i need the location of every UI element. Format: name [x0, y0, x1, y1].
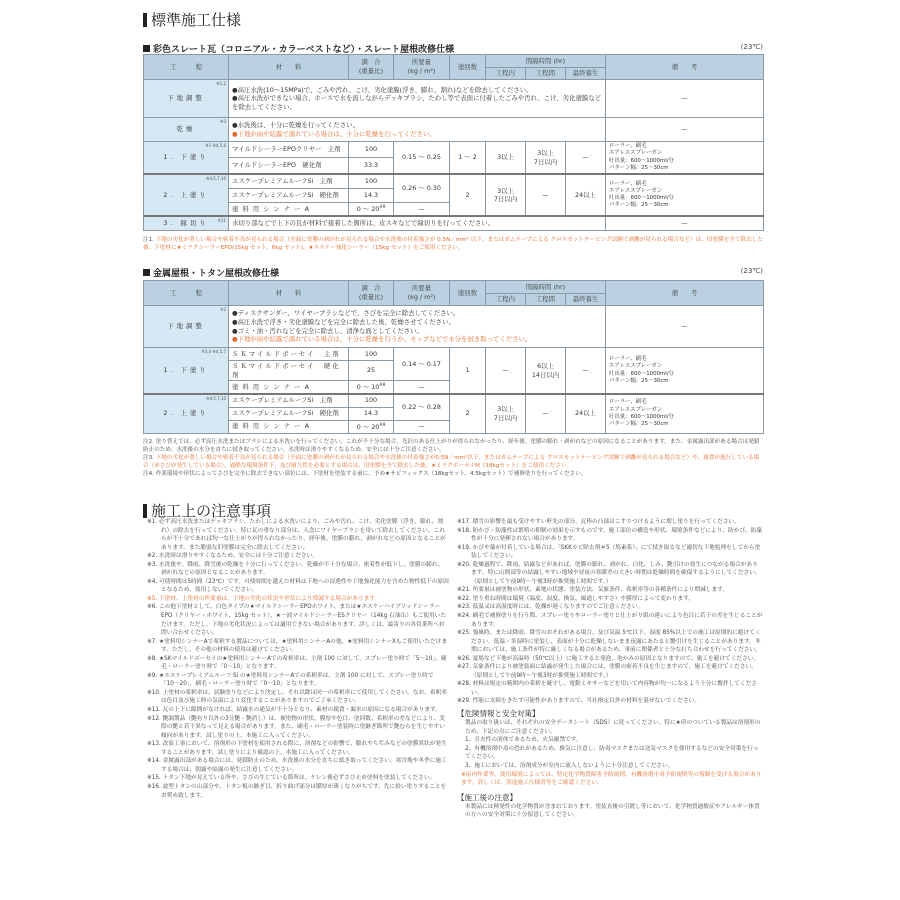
note-3: 注3. 下地の劣化が著しい場合や密着不良が見られる場合（全面に塗膜の剥がれが見られる場合や水洗後の付着強さが0.5N／mm²以下、またはガムテープによる クロスカットテーピング試験で剥離が見られる場合など）や、腐食が進行している場合（赤さびが発生している場合）、過酷な環境条件下、及び耐久性を必要とする場合は、旧塗膜を全て除去した後、★ミラクボーセイM（18kgセット）をご使用ください。 [143, 455, 760, 470]
ratio-main: 100 [349, 394, 394, 407]
amount: 0.22 〜 0.28 [394, 394, 450, 420]
spec-table-slate [143, 54, 764, 231]
cautions-title-text: 施工上の注意事項 [151, 502, 272, 520]
coats: 2 [450, 174, 486, 216]
page-title [143, 9, 241, 30]
caution-item: ※26. 夏場など下地が高温時（50℃以上）に施工すると発泡、泡かみの原因となりますので、施工を避けてください。 [457, 655, 760, 662]
hazard-item: 2、有機溶剤中毒の恐れがあるため、換気に注意し、防毒マスクまたは送気マスクを使用するなどの安全対策を行ってください。 [465, 745, 759, 761]
section1-title-text: 彩色スレート瓦（コロニアル・カラーベストなど）・スレート屋根改修仕様 [153, 45, 455, 55]
caution-item: ※6. この他下塗材として、白色タイプの★マイルドシーラーEPOホワイト、または★エスケーハイブリッドシーラーEPO（クリヤー・ホワイト、15kg セット）、★一液マイルドシーラーESクリヤー（14kg 石油缶）もご使用いただけます。ただし、下地の劣化状況によっては適用できない場合があります。詳しくは、最寄りの各営業所へお問い合わせください。 [147, 604, 447, 637]
note-4: 注4. 作業環境や形状によってさびを完全に除去できない部位には、下塗材を塗装する前に、予め★サビフィックス（18kgセット、4.5kgセット）で補修塗りを行ってください。 [143, 471, 587, 478]
ratio-hardener: 25 [349, 361, 394, 381]
square-bullet-icon [143, 45, 150, 52]
caution-item: ※17. 積雪の影響を最も受けやすい軒先の部分、瓦棒の凸部はこすりつけるように増し塗りを行ってください。 [457, 519, 740, 525]
interval-final: 24以上 [566, 394, 606, 433]
table-row [144, 216, 764, 230]
coats: 2 [450, 394, 486, 433]
ratio-hardener: 14.3 [349, 407, 394, 420]
interval-within: 3以上 7日以内 [486, 394, 526, 433]
amount: 0.15 〜 0.25 [394, 142, 450, 175]
material-thinner: 塗料用シンナーA [229, 202, 349, 216]
table-row [144, 142, 764, 158]
caution-item: ※22. 塗り重ね時間は環境（温度、湿度、換気、風通しやすさ）や膜厚によって変わります。 [457, 595, 694, 602]
material-hardener: マイルドシーラーEPO 硬化剤 [229, 158, 349, 174]
step-prep: ※2 下地調整 [144, 306, 229, 348]
caution-item: ※18. 防かび・防藻性は繁殖の抑制の効果を示すものです。施工部位の構造や形状、環境条件などにより、防かび、防藻性が十分に発揮されない場合があります。 [457, 527, 762, 543]
edge-remarks: — [606, 216, 764, 230]
caution-item: ※3. 水洗後や、降雨、降雪後の乾燥を十分に行ってください。乾燥が不十分な場合、密着性が低下し、塗膜の膨れ、剥がれなどの原因となることがあります。 [147, 561, 444, 577]
title-bar-icon [143, 504, 147, 518]
hazard-warning: ※屋内作業等、使用環境によっては、特定化学物質障害予防規則、有機溶剤中毒予防規則等の規制を受ける場合があります。詳しくは、別途施工仕様書等をご確認ください。 [461, 771, 762, 787]
header-amount: 所要量 (kg / m²) [394, 281, 450, 306]
remarks: ローラー、刷毛 エアレススプレーガン 吐出量：600〜1000ml/分 パターン幅：25〜30cm [606, 142, 764, 175]
ratio-hardener: 33.3 [349, 158, 394, 174]
step-edge: ※11 3. 縁切り [144, 216, 229, 230]
header-interval: 間隔時間 (hr) [486, 55, 606, 68]
dry-text: ●水洗後は、十分に乾燥を行ってください。 ●下地が雨や結露で濡れている場合は、十分に乾燥を行ってください。 [229, 118, 606, 142]
title-bar-icon [143, 13, 147, 27]
caution-item: ※20. 乾燥過程で、降雨、結露などがあれば、塗膜の膨れ、剥がれ、白化、しみ、艶引けの発生につながる場合があります。特に山間部等の結露しやすい地域や昼夜の寒暖差の大きい時期は乾燥時間を確保するようにしてください。（原則として午前9時〜午後3時が推奨施工時間です。） [457, 561, 761, 585]
material-hardener: ＳＫマイルドボーセイ 硬化剤 [229, 361, 349, 381]
step-topcoat: ※4,5,7,10 2. 上塗り [144, 174, 229, 216]
caution-item: ※2. 水洗時は滑りやすくなるため、安全には十分ご注意ください。 [147, 553, 319, 560]
header-amount: 所要量 (kg / m²) [394, 55, 450, 80]
interval-final: — [566, 348, 606, 395]
header-between: 工程間 [526, 68, 566, 80]
caution-item: ※23. 低温又は高湿度時には、乾燥が遅くなりますのでご注意ください。 [457, 604, 644, 611]
amount: 0.26 〜 0.30 [394, 174, 450, 202]
step-prep: ※1,2 下地調整 [144, 80, 229, 118]
material-hardener: エスケープレミアムルーフSi 硬化剤 [229, 188, 349, 202]
note-1: 注1. 下地の劣化が著しい場合や密着不良が見られる場合（全面に塗膜の剥がれが見られる場合や水洗後の付着強さが 0.5N／mm² 以下、またはガムテープによる クロスカットテーピング試験で剥離が見られる場合など）は、旧塗膜を全て除去した後、下塗材に★ミラクシーラーEPO(15kg セット、6kg セット)、★エスケー強化シーラー（15kg セット）をご使用ください。 [143, 237, 763, 252]
amount: 0.14 〜 0.17 [394, 348, 450, 381]
square-bullet-icon [143, 269, 150, 276]
hazard-intro: 製品の取り扱いは、それぞれの安全データシート（SDS）に従ってください。特に★印のついている製品は溶剤形のため、下記の点にご注意ください。 [465, 720, 761, 735]
caution-item: ※24. 刷毛で補修塗りを行う際、スプレー塗りやローラー塗りと仕上がり肌の違いにより色目に若干の差を生じることがあります。 [457, 613, 763, 628]
section2-title [143, 266, 279, 279]
material-thinner: 塗料用シンナーA [229, 420, 349, 433]
hazard-item: 1、引火性の液体であるため、火気厳禁です。 [465, 737, 582, 744]
caution-item: ※28. 材料は規定の範囲内の希釈を厳守し、電動ミキサーなどを用いて内容物が均一になるよう十分に攪拌してください。 [457, 681, 757, 696]
caution-item: ※27. 気象条件により被塗装面に結露が発生した場合には、塗膜の密着不良を生じますので、施工を避けてください。（原則として午前9時〜午後3時が推奨施工時間です。） [457, 664, 757, 679]
header-final: 最終養生 [566, 68, 606, 80]
caution-item: ※12. 艶調製品（艶有り以外の3分艶・艶消し）は、被塗物の形状、膜厚や色目、塗回数、希釈率の差などにより、実際の艶と若干異なって見える場合があります。また、刷毛・ローラー塗装時に塗継ぎ箇所で艶むらを生じやすい傾向があります。試し塗りの上、本施工に入ってください。 [147, 715, 445, 739]
caution-item: ※16. 波型トタンの山部分や、トタン板の継ぎ目、折り曲げ部分は膜厚が薄くなりがちです。先に拾い塗りすることをお奨め致します。 [147, 783, 447, 799]
header-coats: 塗回数 [450, 55, 486, 80]
caution-item: ※4. 可使時間は5時間（23℃）です。可使時間を越えた材料は下地への浸透性や下地強化能力を含めた物性低下の原因となるため、使用しないでください。 [147, 578, 449, 594]
material-main: マイルドシーラーEPOクリヤー 主剤 [229, 142, 349, 158]
interval-between: 3以上 7日以内 [526, 142, 566, 175]
caution-item: ※11. 瓦の上下に隙間がなければ、結露水の通気が不十分となり、素材の腐食・漏水の原因になる場合があります。 [147, 707, 441, 714]
caution-item: ※14. 金属露出部がある場合には、発錆防止のため、水洗後の水分を直ちに拭き取ってください。寒冷地や冬季に施工する場合は、朝露や結露の発生に注意してください。 [147, 758, 447, 773]
prep-remarks: — [606, 80, 764, 118]
ratio-thinner: 0 〜 10$^{※8}$ [349, 381, 394, 394]
caution-item: ※15. トタン下地が見えている所や、さびの生じている箇所は、ケレン後必ずさび止め塗料を塗装してください。 [147, 775, 436, 782]
caution-item: ※13. 改装工事において、溶剤形の下塗材を使用される際に、溶剤などの影響で、膨れやちぢみなどの塗膜異状が発生することがあります。試し塗りにより確認の上、本施工に入ってください。 [147, 741, 447, 756]
ratio-hardener: 14.3 [349, 188, 394, 202]
interval-between: — [526, 174, 566, 216]
caution-item: ※5. 下塗材、上塗材の所要量は、下地の劣化の状況や形状により増減する場合があります。 [147, 595, 381, 602]
caution-item: ※29. 性能に支障をきたす可能性がありますので、当社指定以外の材料を混ぜないでください。 [457, 698, 701, 705]
cautions-right-list [457, 518, 763, 706]
header-ratio: 調 合 (重量比) [349, 55, 394, 80]
hazard-title: 【危険情報と安全対策】 [457, 709, 540, 719]
ratio-thinner: 0 〜 20$^{※9}$ [349, 202, 394, 216]
header-interval: 間隔時間 (hr) [486, 281, 606, 294]
interval-within: 3以上 [486, 142, 526, 175]
step-undercoat: ※3,4 ※4,5,7 1. 下塗り [144, 348, 229, 395]
remarks: ローラー、刷毛 エアレススプレーガン 吐出量：600〜1000ml/分 パターン幅：25〜30cm [606, 174, 764, 216]
header-ratio: 調 合 (重量比) [349, 281, 394, 306]
header-within: 工程内 [486, 294, 526, 306]
material-main: エスケープレミアムルーフSi 主剤 [229, 394, 349, 407]
remarks: ローラー、刷毛 エアレススプレーガン 吐出量：600〜1000ml/分 パターン幅：25〜30cm [606, 348, 764, 395]
caution-item: ※10. 上塗材の希釈率は、試験塗りなどにより決定し、それ以降は同一の希釈率にて使用してください。なお、希釈率は色目及び施工時の気温により変化することがありますのでご了承ください。 [147, 689, 447, 705]
page-title-text: 標準施工仕様 [151, 11, 242, 29]
header-step: 工 程 [144, 55, 229, 80]
note-2: 注2. 塗り替えでは、必ず高圧水洗またはブラシによる水洗いを行ってください。これが不十分な場合、光沢のある仕上がりが得られなかったり、経年後、塗膜の膨れ・剥がれなどの原因になることがあります。また、金属露出部がある場合は発錆防止のため、水洗後の水分を直ちに拭き取ってください。水洗時は滑りやすくなるため、安全には十分ご注意ください。 [143, 439, 760, 454]
ratio-thinner: 0 〜 20$^{※9}$ [349, 420, 394, 433]
caution-item: ※1. 必ず高圧水洗またはデッキブラシ、たわしによる水洗いにより、ごみや汚れ、こけ、劣化塗膜（浮き、膨れ、割れ）の除去を行ってください。特に瓦の重なり部分は、入念にワイヤーブラシを用いて除去してください。これらが不十分であれば均一な仕上がりが得られなかったり、経年後、塗膜の膨れ、剥がれなどの原因となることがあります。また脆弱な旧塗膜は完全に除去してください。 [147, 519, 446, 551]
edge-text: 水切り部などで上下の瓦が材料で接着した箇所は、皮スキなどで縁切りを行ってください。 [229, 216, 606, 230]
material-thinner: 塗料用シンナーA [229, 381, 349, 394]
interval-within: 3以上 7日以内 [486, 174, 526, 216]
coats: 1 〜 2 [450, 142, 486, 175]
material-hardener: エスケープレミアムルーフSi 硬化剤 [229, 407, 349, 420]
caution-item: ※8. ★SKマイルドボーセイの★塗料用シンナーAでの希釈率は、主剤 100 に対して、スプレー塗り時で「5〜10」、刷毛・ローラー塗り時で「0〜10」となります。 [147, 655, 447, 671]
header-step: 工 程 [144, 281, 229, 306]
table-row [144, 348, 764, 361]
section1-temp: (23℃) [740, 43, 763, 51]
table-row [144, 306, 764, 348]
caution-item: ※25. 強風時、または降雨、降雪のおそれがある場合、及び気温 5℃以下、湿度 85%以上での施工は原則的に避けてください。低温・多湿時に塗装し、表面が十分に乾燥しないまま夜露にあたると艶引けを生じることがあります。冬期においては、施工条件が特に厳しくなる場合があるため、事前に関係者と十分な打ち合わせを行ってください。 [457, 630, 761, 654]
table-row [144, 174, 764, 188]
caution-item: ※7. ★塗料用シンナーAで希釈する製品については、★塗料用シンナーAの他、★塗料用シンナーXもご使用いただけます。ただし、その他の材料の使用は避けてください。 [147, 638, 448, 654]
section2-title-text: 金属屋根・トタン屋根改修仕様 [153, 269, 280, 279]
header-remarks: 備 考 [606, 55, 764, 80]
amount-thinner: — [394, 420, 450, 433]
material-main: ＳＫマイルドボーセイ 主剤 [229, 348, 349, 361]
notes-2-4 [143, 438, 763, 479]
ratio-main: 100 [349, 142, 394, 158]
table-row [144, 394, 764, 407]
cautions-right-column [457, 518, 763, 820]
material-main: エスケープレミアムルーフSi 主剤 [229, 174, 349, 188]
prep-text: ●ディスクサンダー、ワイヤーブラシなどで、さびを完全に除去してください。 ●高圧水洗で浮き・劣化塗膜などを完全に除去した後、乾燥させてください。 ●ゴミ・油・汚れなどを完全に除去し、清浄な面としてください。 ●下地が雨や結露で濡れている場合は、十分に乾燥を行うか、モップなどで水分を拭き取ってください。 [229, 306, 606, 348]
interval-between: 6以上 14日以内 [526, 348, 566, 395]
header-material: 材 料 [229, 281, 349, 306]
step-dry: ※3 乾燥 [144, 118, 229, 142]
amount-thinner: — [394, 381, 450, 394]
header-coats: 塗回数 [450, 281, 486, 306]
interval-within: — [486, 348, 526, 395]
prep-remarks: — [606, 306, 764, 348]
table-row [144, 80, 764, 118]
coats: 1 [450, 348, 486, 395]
after-title: 【施工後の注意】 [457, 792, 517, 802]
cautions-left-column [147, 518, 449, 800]
caution-item: ※9. ★エスケープレミアムルーフ Si の★塗料用シンナーAでの希釈率は、主剤 100 に対して、スプレー塗り時で「10〜20」、刷毛・ローラー塗り時で「0〜10」となります。 [147, 672, 434, 688]
spec-table-metal [143, 280, 764, 434]
header-within: 工程内 [486, 68, 526, 80]
interval-between: — [526, 394, 566, 433]
ratio-main: 100 [349, 348, 394, 361]
header-between: 工程間 [526, 294, 566, 306]
remarks: ローラー、刷毛 エアレススプレーガン 吐出量：600〜1000ml/分 パターン幅：25〜30cm [606, 394, 764, 433]
dry-remarks: — [606, 118, 764, 142]
caution-item: ※19. かびや藻が付着している場合は、「SKKカビ除去剤＃5（塩素系）」にて拭き取るなど適切な下地処理をしてから塗装してください。 [457, 544, 761, 560]
table-row [144, 118, 764, 142]
prep-text: ●高圧水洗(10〜15MPa)で、ごみや汚れ、こけ、劣化塗膜(浮き、膨れ、割れ)などを除去してください。 ●高圧水洗ができない場合、ホースで水を流しながらデッキブラシ、たわし等で表面に付着したごみや汚れ、こけ、劣化塗膜などを除去してください。 [229, 80, 606, 118]
interval-final: 24以上 [566, 174, 606, 216]
hazard-item: 3、施工においては、溶剤成分が室内に流入しないように十分注意してください。 [465, 763, 674, 770]
after-text: 本製品には揮発性の化学物質が含まれております。塗装直後の引渡し等において、化学物質過敏症やアレルギー体質の方への安全対策に十分留意してください。 [465, 803, 760, 819]
header-final: 最終養生 [566, 294, 606, 306]
header-material: 材 料 [229, 55, 349, 80]
section2-temp: (23℃) [740, 267, 763, 275]
interval-final: — [566, 142, 606, 175]
caution-item: ※21. 所要量は被塗物の形状、素地の状態、塗装方法、気象条件、希釈率等の各種条件により増減します。 [457, 587, 729, 594]
step-undercoat: ※1 ※4,5,6 1. 下塗り [144, 142, 229, 175]
header-remarks: 備 考 [606, 281, 764, 306]
ratio-main: 100 [349, 174, 394, 188]
step-topcoat: ※4,5,7,10 2. 上塗り [144, 394, 229, 433]
amount-thinner: — [394, 202, 450, 216]
